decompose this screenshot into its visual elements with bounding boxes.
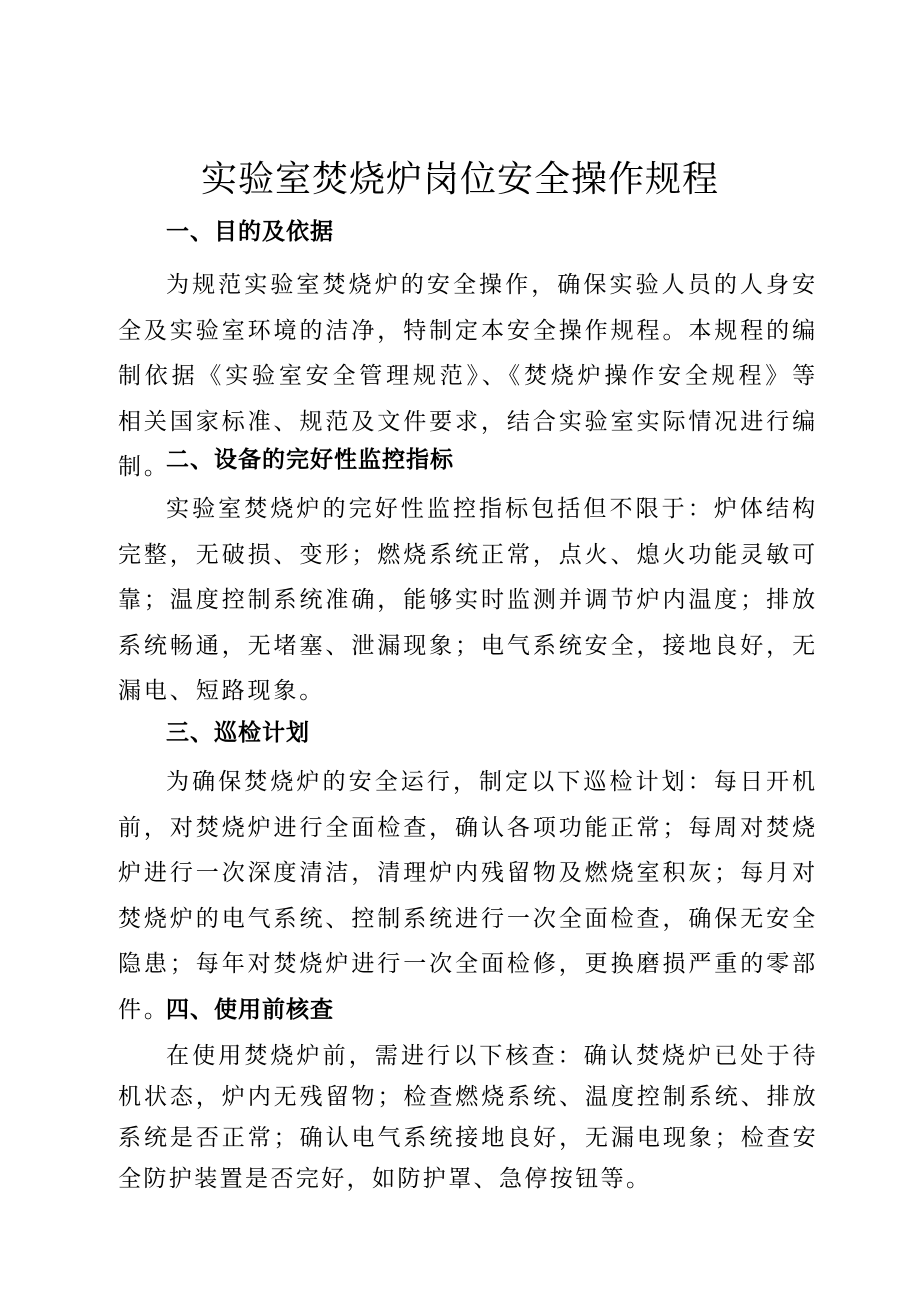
section-inspection-plan xyxy=(118,713,818,1034)
section-body: 为规范实验室焚烧炉的安全操作，确保实验人员的人身安全及实验室环境的洁净，特制定本安全操作规程。本规程的编制依据《实验室安全管理规范》、《焚烧炉操作安全规程》等相关国家标准、规范及文件要求，结合实验室实际情况进行编制。 xyxy=(118,272,818,481)
section-body: 在使用焚烧炉前，需进行以下核查：确认焚烧炉已处于待机状态，炉内无残留物；检查燃烧系统、温度控制系统、排放系统是否正常；确认电气系统接地良好，无漏电现象；检查安全防护装置是否完好，如防护罩、急停按钮等。 xyxy=(118,1043,818,1192)
section-monitoring-indicators xyxy=(118,440,818,715)
section-heading: 三、巡检计划 xyxy=(166,720,310,746)
document-title: 实验室焚烧炉岗位安全操作规程 xyxy=(200,159,719,200)
section-body: 实验室焚烧炉的完好性监控指标包括但不限于：炉体结构完整，无破损、变形；燃烧系统正常，点火、熄火功能灵敏可靠；温度控制系统准确，能够实时监测并调节炉内温度；排放系统畅通，无堵塞、泄漏现象；电气系统安全，接地良好，无漏电、短路现象。 xyxy=(118,496,818,705)
section-pre-use-check xyxy=(118,990,818,1200)
section-heading: 一、目的及依据 xyxy=(166,219,334,245)
section-heading: 二、设备的完好性监控指标 xyxy=(166,447,454,473)
section-heading: 四、使用前核查 xyxy=(166,997,334,1023)
section-body: 为确保焚烧炉的安全运行，制定以下巡检计划：每日开机前，对焚烧炉进行全面检查，确认各项功能正常；每周对焚烧炉进行一次深度清洁，清理炉内残留物及燃烧室积灰；每月对焚烧炉的电气系统、控制系统进行一次全面检查，确保无安全隐患；每年对焚烧炉进行一次全面检修，更换磨损严重的零部件。 xyxy=(118,769,818,1023)
